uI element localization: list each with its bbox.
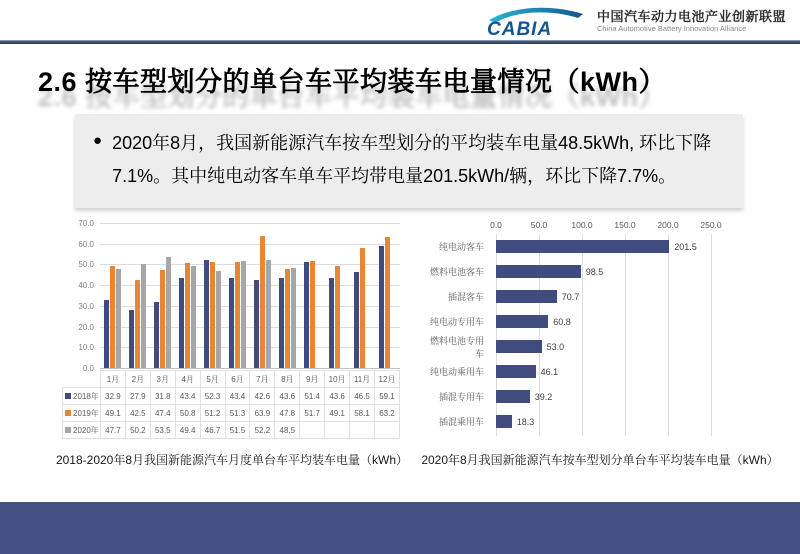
month-header: 4月 xyxy=(175,371,200,388)
value-label: 18.3 xyxy=(516,416,535,427)
vehicle-chart-plot xyxy=(424,234,774,434)
bar xyxy=(185,263,190,368)
bar-group-7月 xyxy=(250,223,275,368)
bar xyxy=(329,278,334,368)
table-cell: 49.4 xyxy=(175,422,200,439)
hbar-row xyxy=(424,234,774,259)
bar xyxy=(285,269,290,368)
bar-group-6月 xyxy=(225,223,250,368)
logo xyxy=(479,5,786,39)
hbar-row xyxy=(424,284,774,309)
y-tick-label: 50.0 xyxy=(78,260,94,270)
gridline xyxy=(100,368,400,369)
table-cell: 49.1 xyxy=(101,405,126,422)
bar-track xyxy=(496,365,774,378)
bar xyxy=(266,260,271,368)
bar xyxy=(191,266,196,368)
hbar-row xyxy=(424,334,774,359)
table-cell: 59.1 xyxy=(374,388,399,405)
category-label: 燃料电池专用车 xyxy=(429,335,484,359)
month-header: 6月 xyxy=(225,371,250,388)
caption-right: 2020年8月我国新能源汽车按车型划分单台车平均装车电量（kWh） xyxy=(421,453,779,467)
month-header: 8月 xyxy=(275,371,300,388)
table-cell: 58.1 xyxy=(350,405,375,422)
table-cell: 52.2 xyxy=(250,422,275,439)
month-header: 9月 xyxy=(300,371,325,388)
bar-group-11月 xyxy=(350,223,375,368)
value-label: 98.5 xyxy=(585,266,604,277)
org-name-cn: 中国汽车动力电池产业创新联盟 xyxy=(596,9,786,25)
bar xyxy=(110,266,115,368)
hbar-row xyxy=(424,359,774,384)
table-cell xyxy=(325,422,350,439)
bar xyxy=(379,246,384,368)
bar-group-5月 xyxy=(200,223,225,368)
x-tick-label: 0.0 xyxy=(490,220,502,230)
value-label: 201.5 xyxy=(674,241,697,252)
y-tick-label: 40.0 xyxy=(78,281,94,291)
bar-group-12月 xyxy=(375,223,400,368)
hbar-row xyxy=(424,384,774,409)
table-cell: 32.9 xyxy=(101,388,126,405)
vehicle-chart-rows xyxy=(424,234,774,434)
bar-track xyxy=(496,265,774,278)
monthly-chart xyxy=(62,219,402,439)
table-cell: 46.5 xyxy=(350,388,375,405)
table-cell: 63.9 xyxy=(250,405,275,422)
hbar-row xyxy=(424,409,774,434)
bar-track xyxy=(496,240,774,253)
bar xyxy=(129,310,134,368)
table-cell: 63.2 xyxy=(374,405,399,422)
table-row xyxy=(63,422,400,439)
bar-track xyxy=(496,415,774,428)
legend-swatch-icon xyxy=(65,427,71,433)
bar xyxy=(360,248,365,368)
month-header: 5月 xyxy=(200,371,225,388)
month-header: 11月 xyxy=(350,371,375,388)
month-header: 12月 xyxy=(374,371,399,388)
bar xyxy=(291,268,296,368)
monthly-chart-plot-wrap xyxy=(62,219,402,373)
caption-left: 2018-2020年8月我国新能源汽车月度单台车平均装车电量（kWh） xyxy=(55,453,409,467)
y-tick-label: 70.0 xyxy=(78,219,94,228)
y-tick-label: 30.0 xyxy=(78,301,94,311)
table-cell: 43.6 xyxy=(275,388,300,405)
bar-group-10月 xyxy=(325,223,350,368)
bar xyxy=(241,261,246,368)
header-divider xyxy=(0,40,800,44)
legend-item: 2020年 xyxy=(63,422,101,439)
value-label: 60.8 xyxy=(553,316,571,327)
monthly-data-table xyxy=(62,370,400,439)
monthly-chart-plot xyxy=(100,223,400,368)
bar-track xyxy=(496,340,774,353)
bar xyxy=(160,270,165,368)
x-tick-label: 250.0 xyxy=(700,220,722,230)
bar xyxy=(154,302,159,368)
value-label: 53.0 xyxy=(546,341,565,352)
bar xyxy=(254,280,259,368)
page-title: 2.6 按车型划分的单台车平均装车电量情况（kWh） xyxy=(38,67,667,97)
bar xyxy=(141,264,146,368)
table-cell: 50.8 xyxy=(175,405,200,422)
month-header: 7月 xyxy=(250,371,275,388)
table-corner xyxy=(63,371,101,388)
table-cell: 46.7 xyxy=(200,422,225,439)
org-names xyxy=(597,10,786,34)
bar xyxy=(496,290,557,303)
table-cell: 51.3 xyxy=(225,405,250,422)
value-label: 46.1 xyxy=(540,366,559,377)
bar-track xyxy=(496,315,774,328)
hbar-row xyxy=(424,309,774,334)
legend-item: 2019年 xyxy=(63,405,101,422)
table-cell: 42.6 xyxy=(250,388,275,405)
bar xyxy=(304,262,309,368)
bar-group-8月 xyxy=(275,223,300,368)
x-tick-label: 100.0 xyxy=(571,220,593,230)
x-tick-label: 150.0 xyxy=(614,220,636,230)
bar-group-3月 xyxy=(150,223,175,368)
table-cell: 53.5 xyxy=(150,422,175,439)
cabia-logo-icon xyxy=(479,5,589,39)
month-header: 3月 xyxy=(150,371,175,388)
y-tick-label: 60.0 xyxy=(78,239,94,249)
table-cell: 47.8 xyxy=(275,405,300,422)
bar xyxy=(496,265,581,278)
category-label: 纯电动客车 xyxy=(438,242,484,252)
bar xyxy=(354,272,359,368)
table-header-row xyxy=(63,371,400,388)
bar xyxy=(104,300,109,368)
bar xyxy=(235,262,240,368)
bar xyxy=(166,257,171,368)
y-tick-label: 10.0 xyxy=(78,343,94,353)
category-label: 插混专用车 xyxy=(438,392,484,402)
month-header: 2月 xyxy=(125,371,150,388)
bar xyxy=(116,269,121,368)
bar xyxy=(260,236,265,368)
bar xyxy=(496,315,548,328)
category-label: 燃料电池客车 xyxy=(429,267,484,277)
bar xyxy=(279,278,284,368)
table-cell: 49.1 xyxy=(325,405,350,422)
y-tick-label: 0.0 xyxy=(82,364,94,373)
legend-swatch-icon xyxy=(65,393,71,399)
bar xyxy=(216,271,221,368)
table-cell: 51.2 xyxy=(200,405,225,422)
y-tick-label: 20.0 xyxy=(78,322,94,332)
bar xyxy=(310,261,315,368)
bar xyxy=(229,278,234,368)
bar xyxy=(496,240,669,253)
legend-swatch-icon xyxy=(65,410,71,416)
header xyxy=(0,0,800,40)
bar-track xyxy=(496,290,774,303)
table-cell: 47.7 xyxy=(101,422,126,439)
table-cell: 31.8 xyxy=(150,388,175,405)
org-name-en: China Automotive Battery Innovation Alliance xyxy=(596,24,747,34)
bar xyxy=(179,278,184,368)
bar-group-2月 xyxy=(125,223,150,368)
legend-item: 2018年 xyxy=(63,388,101,405)
table-cell: 42.5 xyxy=(125,405,150,422)
bar-track xyxy=(496,390,774,403)
summary-text: 2020年8月，我国新能源汽车按车型划分的平均装车电量48.5kWh, 环比下降7.1%。其中纯电动客车单车平均带电量201.5kWh/辆，环比下降7.7%。 xyxy=(112,133,712,187)
month-header: 10月 xyxy=(325,371,350,388)
bar xyxy=(496,340,542,353)
x-tick-label: 200.0 xyxy=(657,220,679,230)
category-label: 插混客车 xyxy=(447,292,484,302)
summary-box xyxy=(75,114,743,208)
bar xyxy=(496,415,512,428)
table-cell: 48.5 xyxy=(275,422,300,439)
table-cell: 50.2 xyxy=(125,422,150,439)
monthly-chart-yaxis xyxy=(62,219,100,373)
bullet-line xyxy=(93,127,727,194)
category-label: 插混乘用车 xyxy=(438,417,484,427)
bar xyxy=(496,390,530,403)
bar xyxy=(210,262,215,368)
table-cell xyxy=(374,422,399,439)
value-label: 39.2 xyxy=(534,391,553,402)
table-row xyxy=(63,388,400,405)
category-label: 纯电动专用车 xyxy=(429,317,484,327)
bar-group-9月 xyxy=(300,223,325,368)
table-cell xyxy=(350,422,375,439)
svg-text:CABIA: CABIA xyxy=(486,19,553,39)
table-cell: 52.3 xyxy=(200,388,225,405)
hbar-row xyxy=(424,259,774,284)
bar-group-1月 xyxy=(100,223,125,368)
bar xyxy=(204,260,209,368)
table-cell: 51.5 xyxy=(225,422,250,439)
category-label: 纯电动乘用车 xyxy=(429,367,484,377)
table-row xyxy=(63,405,400,422)
vehicle-type-chart xyxy=(424,220,774,434)
x-tick-label: 50.0 xyxy=(530,220,548,230)
vehicle-chart-xaxis xyxy=(490,220,722,234)
month-header: 1月 xyxy=(101,371,126,388)
table-cell: 51.7 xyxy=(300,405,325,422)
bullet-icon: ● xyxy=(93,132,103,149)
table-cell: 43.4 xyxy=(175,388,200,405)
bar-group-4月 xyxy=(175,223,200,368)
bar xyxy=(135,280,140,368)
footer-bar xyxy=(0,502,800,554)
bar xyxy=(335,266,340,368)
table-cell: 43.6 xyxy=(325,388,350,405)
table-cell: 43.4 xyxy=(225,388,250,405)
table-cell: 51.4 xyxy=(300,388,325,405)
table-cell: 27.9 xyxy=(125,388,150,405)
value-label: 70.7 xyxy=(561,291,580,302)
bar xyxy=(496,365,536,378)
table-cell: 47.4 xyxy=(150,405,175,422)
table-cell xyxy=(300,422,325,439)
bar xyxy=(385,237,390,368)
